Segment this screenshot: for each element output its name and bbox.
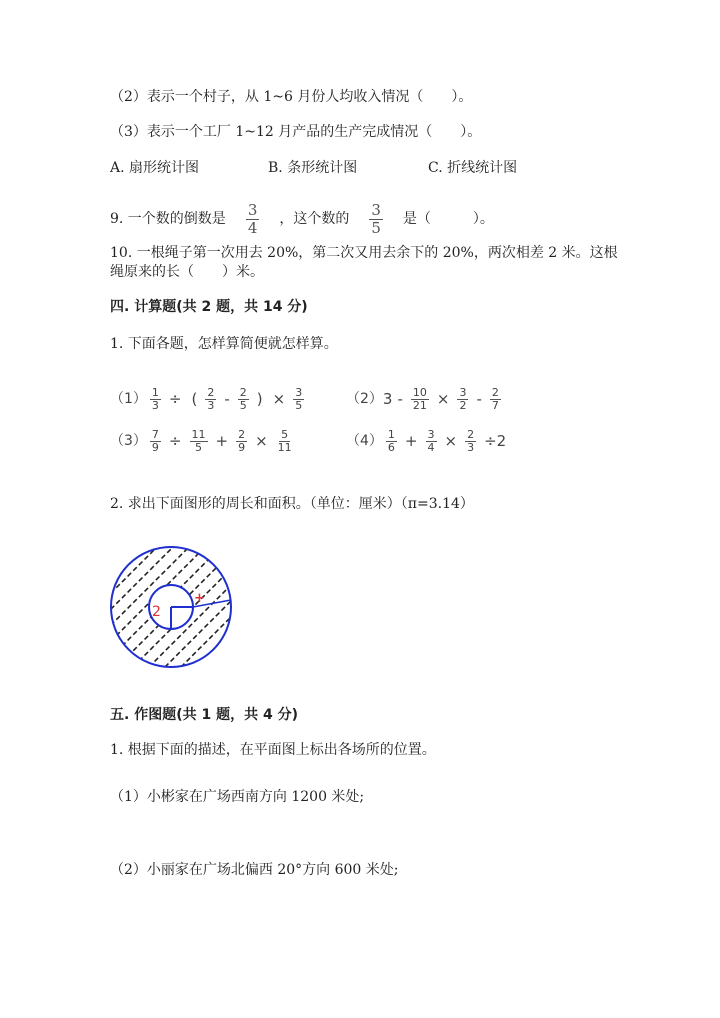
- point-mark: +: [194, 591, 205, 606]
- question-9: [110, 201, 494, 237]
- p1-operator-3: ×: [272, 390, 286, 408]
- question-10-line-1: 10. 一根绳子第一次用去 20%，第二次又用去余下的 20%，两次相差 2 米。这根: [110, 245, 618, 261]
- sub-question-2: （2）表示一个村子，从 1~6 月份人均收入情况（ ）。: [110, 89, 473, 105]
- p4-label: （4）: [346, 433, 383, 449]
- p2-fraction-2: [457, 387, 468, 412]
- p1-operator-2: -: [224, 390, 230, 408]
- p4-fraction-1: [386, 429, 397, 454]
- annulus-figure: [108, 544, 234, 670]
- p3-f1-num: 7: [151, 427, 159, 441]
- calc-problem-1: [110, 382, 307, 416]
- q9-middle: ，这个数的: [279, 211, 350, 227]
- calc-problem-4: [346, 424, 511, 458]
- p2-f3-den: 7: [491, 398, 499, 412]
- p1-f4-den: 5: [295, 398, 303, 412]
- p2-fraction-3: [490, 387, 501, 412]
- q9-fraction-2: [369, 202, 383, 237]
- p3-label: （3）: [110, 433, 147, 449]
- calc-problem-2: [346, 382, 504, 416]
- p3-fraction-4: [276, 429, 294, 454]
- section-5-question-1: 1. 根据下面的描述，在平面图上标出各场所的位置。: [110, 742, 436, 758]
- choice-a: A. 扇形统计图: [110, 160, 200, 176]
- inner-radius-label: 2: [152, 604, 161, 620]
- section-5-sub-2: （2）小丽家在广场北偏西 20°方向 600 米处;: [110, 862, 399, 878]
- p1-f3-num: 2: [239, 385, 247, 399]
- p4-f3-num: 2: [467, 427, 475, 441]
- p2-operator-3: -: [476, 390, 482, 408]
- p3-fraction-3: [236, 429, 247, 454]
- p1-f2-den: 3: [207, 398, 215, 412]
- section-4-question-1: 1. 下面各题，怎样算简便就怎样算。: [110, 336, 338, 352]
- p1-f1-num: 1: [151, 385, 159, 399]
- p2-label: （2）: [346, 391, 383, 407]
- section-4-question-2: 2. 求出下面图形的周长和面积。（单位：厘米）（π=3.14）: [110, 496, 474, 512]
- p4-f2-den: 4: [427, 440, 435, 454]
- p3-f1-den: 9: [151, 440, 159, 454]
- p2-fraction-1: [411, 387, 429, 412]
- p4-f2-num: 3: [427, 427, 435, 441]
- p3-f3-den: 9: [238, 440, 246, 454]
- section-5-title: 五. 作图题(共 1 题，共 4 分): [110, 707, 298, 723]
- calc-problem-3: [110, 424, 297, 458]
- p3-fraction-2: [190, 429, 208, 454]
- q9-frac1-numerator: 3: [247, 200, 258, 219]
- p1-label: （1）: [110, 391, 147, 407]
- p3-f2-num: 11: [191, 427, 206, 441]
- p1-fraction-1: [150, 387, 161, 412]
- p1-paren-close: ): [256, 390, 263, 408]
- q9-suffix: 是（ ）。: [402, 211, 494, 227]
- p1-operator-1: ÷: [168, 390, 182, 408]
- p2-operator-1: -: [397, 390, 403, 408]
- p1-paren-open: (: [191, 390, 198, 408]
- q9-frac2-denominator: 5: [371, 218, 381, 237]
- p1-fraction-2: [205, 387, 216, 412]
- p1-f4-num: 3: [295, 385, 303, 399]
- p1-f3-den: 5: [239, 398, 247, 412]
- p4-f1-den: 6: [387, 440, 395, 454]
- p2-f2-num: 3: [459, 385, 467, 399]
- p4-operator-3: ÷2: [484, 432, 507, 450]
- q9-frac2-numerator: 3: [371, 200, 381, 219]
- p2-f1-den: 21: [412, 398, 427, 412]
- p3-operator-2: +: [215, 432, 229, 450]
- p4-operator-1: +: [404, 432, 418, 450]
- choice-b: B. 条形统计图: [268, 160, 358, 176]
- p3-fraction-1: [150, 429, 161, 454]
- p4-operator-2: ×: [444, 432, 458, 450]
- p4-fraction-3: [465, 429, 476, 454]
- p2-f3-num: 2: [491, 385, 499, 399]
- p3-f4-num: 5: [281, 427, 289, 441]
- question-10-line-2: 绳原来的长（ ）米。: [110, 264, 264, 280]
- p1-f1-den: 3: [151, 398, 159, 412]
- p2-lead-number: 3: [382, 390, 393, 408]
- p3-operator-3: ×: [255, 432, 268, 450]
- choice-c: C. 折线统计图: [428, 160, 518, 176]
- p2-f1-num: 10: [412, 385, 427, 399]
- p2-f2-den: 2: [459, 398, 467, 412]
- p3-f2-den: 5: [195, 440, 202, 454]
- p3-operator-1: ÷: [168, 432, 182, 450]
- q9-frac1-denominator: 4: [247, 218, 258, 237]
- section-5-sub-1: （1）小彬家在广场西南方向 1200 米处;: [110, 789, 365, 805]
- p3-f3-num: 2: [238, 427, 246, 441]
- p1-f2-num: 2: [207, 385, 215, 399]
- p4-f1-num: 1: [387, 427, 395, 441]
- p4-fraction-2: [426, 429, 437, 454]
- q9-fraction-1: [246, 202, 260, 237]
- p1-fraction-3: [238, 387, 249, 412]
- p2-operator-2: ×: [436, 390, 450, 408]
- p1-fraction-4: [293, 387, 304, 412]
- sub-question-3: （3）表示一个工厂 1~12 月产品的生产完成情况（ ）。: [110, 124, 482, 140]
- p4-f3-den: 3: [467, 440, 475, 454]
- section-4-title: 四. 计算题(共 2 题，共 14 分): [110, 299, 308, 315]
- p3-f4-den: 11: [277, 440, 292, 454]
- q9-prefix: 9. 一个数的倒数是: [110, 211, 226, 227]
